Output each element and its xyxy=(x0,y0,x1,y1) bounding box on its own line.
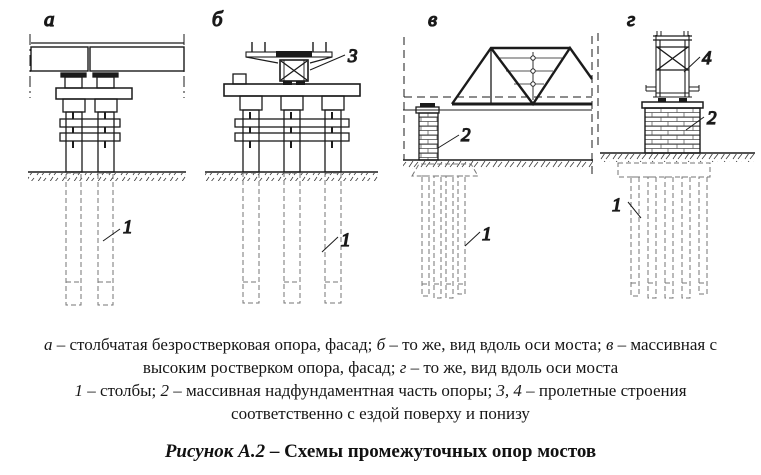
leader-line xyxy=(438,135,459,148)
truss-span xyxy=(452,48,592,104)
panel-a-letter: а xyxy=(44,7,55,31)
panel-g-label-4: 4 xyxy=(702,48,712,69)
panel-g-label-1: 1 xyxy=(612,195,622,216)
caption-line-2: высоким ростверком опора, фасад; г – то же, вид вдоль оси моста xyxy=(142,358,619,377)
leader-line xyxy=(322,237,338,252)
pier-body xyxy=(645,108,700,153)
tie-beam xyxy=(235,133,349,141)
leader-line xyxy=(465,232,480,246)
x-bracing xyxy=(281,61,307,80)
leader-line xyxy=(103,229,120,241)
soil-hatch xyxy=(28,173,186,181)
figure-caption xyxy=(0,333,761,425)
panel-g-drawing xyxy=(598,7,755,298)
panel-a-label-1: 1 xyxy=(123,217,133,238)
panel-v-label-2: 2 xyxy=(461,125,471,146)
panel-b-drawing xyxy=(205,7,378,303)
girder-left xyxy=(31,47,88,71)
piles-dashed xyxy=(243,173,341,303)
panel-g-label-2: 2 xyxy=(707,108,717,129)
caption-line-1: а – столбчатая безростверковая опора, фасад; б – то же, вид вдоль оси моста; в – массивная с xyxy=(43,335,717,354)
pile-foundation-dashed xyxy=(618,163,710,298)
panel-a-drawing xyxy=(28,7,186,305)
panel-v-drawing xyxy=(403,7,593,298)
pile-cap-dashed xyxy=(618,163,710,177)
through-truss-tower xyxy=(646,31,699,102)
x-bracing xyxy=(657,47,688,70)
railing-posts xyxy=(252,42,326,52)
figure-title: Рисунок А.2 – Схемы промежуточных опор мостов xyxy=(164,441,597,462)
panel-v-label-1: 1 xyxy=(482,224,492,245)
soil-hatch xyxy=(205,173,378,181)
caption-line-4: соответственно с ездой поверху и понизу xyxy=(231,404,530,423)
cap-beam xyxy=(224,84,360,96)
pile-foundation-dashed xyxy=(412,164,478,298)
tie-beam xyxy=(235,119,349,127)
panel-g-letter: г xyxy=(627,7,636,31)
soil-hatch xyxy=(600,154,755,162)
pier-cap xyxy=(642,102,703,108)
pier-body xyxy=(419,113,438,160)
tie-beam xyxy=(60,133,120,141)
leader-line xyxy=(684,57,700,72)
panel-b-label-1: 1 xyxy=(341,230,351,251)
panel-b-label-3: 3 xyxy=(348,46,358,67)
walkway-brackets xyxy=(646,85,699,91)
caption-line-3: 1 – столбы; 2 – массивная надфундаментная часть опоры; 3, 4 – пролетные строения xyxy=(74,381,687,400)
soil-hatch xyxy=(403,161,593,169)
girder-right xyxy=(90,47,184,71)
cap-beam xyxy=(56,88,132,99)
panel-v-letter: в xyxy=(428,7,438,31)
panel-b-letter: б xyxy=(212,7,223,31)
tie-beam xyxy=(60,119,120,127)
